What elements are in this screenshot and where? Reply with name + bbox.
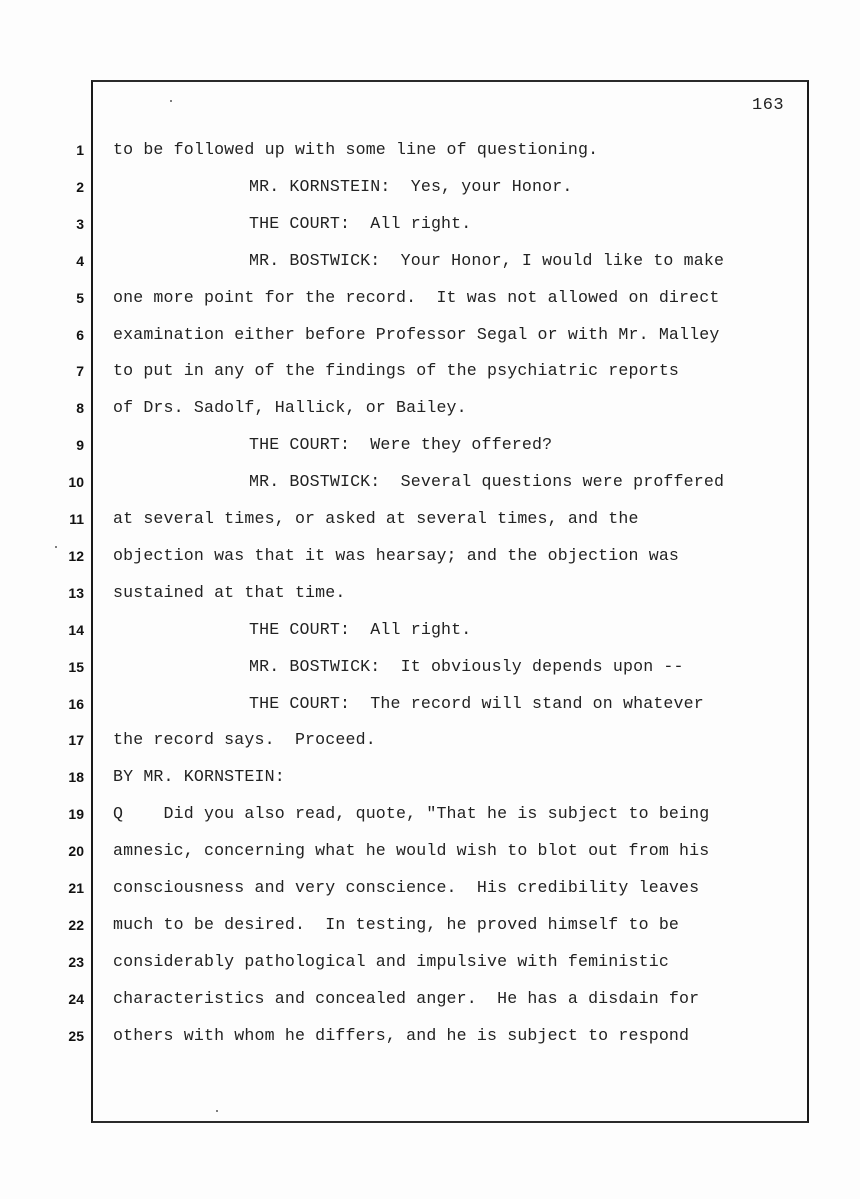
- line-number: 5: [76, 289, 84, 306]
- transcript-line: [0, 140, 860, 170]
- line-text: MR. BOSTWICK: Several questions were proffered: [249, 472, 725, 492]
- line-number: 23: [68, 953, 84, 970]
- line-text: MR. BOSTWICK: It obviously depends upon --: [249, 656, 684, 676]
- page-number: 163: [752, 96, 785, 115]
- line-number: 15: [68, 658, 84, 675]
- line-number: 10: [68, 474, 84, 491]
- line-number: 18: [68, 769, 84, 786]
- transcript-line: [0, 435, 860, 465]
- line-number: 16: [68, 695, 84, 712]
- line-number: 6: [76, 326, 84, 343]
- line-text: consciousness and very conscience. His credibility leaves: [113, 878, 700, 897]
- line-text: to be followed up with some line of questioning.: [113, 140, 599, 159]
- line-number: 21: [68, 880, 84, 896]
- transcript-line: [0, 361, 860, 391]
- line-text: objection was that it was hearsay; and the objection was: [113, 545, 680, 565]
- transcript-line: [0, 472, 860, 502]
- line-number: 1: [76, 142, 84, 158]
- transcript-line: [0, 841, 860, 871]
- line-number: 20: [68, 843, 84, 860]
- transcript-line: [0, 1026, 860, 1056]
- scan-speck: [170, 100, 172, 102]
- line-text: THE COURT: Were they offered?: [249, 435, 553, 455]
- line-text: much to be desired. In testing, he proved himself to be: [113, 914, 680, 934]
- line-text: MR. KORNSTEIN: Yes, your Honor.: [249, 176, 573, 196]
- transcript-line: [0, 214, 860, 244]
- line-number: 17: [68, 732, 84, 749]
- transcript-line: [0, 509, 860, 539]
- line-text: amnesic, concerning what he would wish to blot out from his: [113, 841, 710, 861]
- transcript-line: [0, 288, 860, 318]
- transcript-line: [0, 546, 860, 576]
- line-number: 19: [68, 806, 84, 823]
- line-number: 8: [76, 400, 84, 417]
- line-text: characteristics and concealed anger. He has a disdain for: [113, 988, 700, 1008]
- scan-speck: [55, 546, 57, 548]
- line-text: others with whom he differs, and he is subject to respond: [113, 1025, 690, 1045]
- transcript-line: [0, 694, 860, 724]
- transcript-line: [0, 398, 860, 428]
- transcript-line: [0, 325, 860, 355]
- line-text: Q Did you also read, quote, "That he is subject to being: [113, 804, 710, 824]
- transcript-line: [0, 915, 860, 945]
- line-number: 3: [76, 215, 84, 232]
- line-text: of Drs. Sadolf, Hallick, or Bailey.: [113, 398, 467, 418]
- line-text: one more point for the record. It was not allowed on direct: [113, 287, 720, 307]
- line-text: examination either before Professor Segal or with Mr. Malley: [113, 324, 720, 344]
- line-text: THE COURT: All right.: [249, 619, 472, 639]
- line-number: 12: [68, 547, 84, 564]
- transcript-line: [0, 804, 860, 834]
- transcript-line: [0, 730, 860, 760]
- transcript-line: [0, 583, 860, 613]
- line-number: 22: [68, 916, 84, 933]
- transcript-line: [0, 952, 860, 982]
- line-text: THE COURT: All right.: [249, 213, 472, 233]
- line-number: 25: [68, 1027, 84, 1044]
- line-text: BY MR. KORNSTEIN:: [113, 767, 285, 787]
- transcript-line: [0, 251, 860, 281]
- scan-speck: [216, 1110, 218, 1112]
- line-number: 13: [68, 584, 84, 601]
- transcript-line: [0, 177, 860, 207]
- line-text: sustained at that time.: [113, 582, 346, 602]
- line-number: 9: [76, 437, 84, 454]
- transcript-line: [0, 657, 860, 687]
- line-text: at several times, or asked at several times, and the: [113, 509, 639, 528]
- line-text: to put in any of the findings of the psychiatric reports: [113, 361, 680, 381]
- line-text: considerably pathological and impulsive with feministic: [113, 951, 669, 971]
- line-number: 11: [69, 511, 84, 527]
- line-text: THE COURT: The record will stand on whatever: [249, 693, 704, 713]
- line-number: 7: [76, 363, 84, 380]
- transcript-line: [0, 620, 860, 650]
- line-number: 4: [76, 252, 84, 269]
- line-number: 2: [76, 178, 84, 195]
- line-number: 14: [68, 621, 84, 638]
- line-number: 24: [68, 990, 84, 1007]
- line-text: MR. BOSTWICK: Your Honor, I would like to make: [249, 250, 725, 270]
- line-text: the record says. Proceed.: [113, 730, 376, 750]
- transcript-line: [0, 767, 860, 797]
- transcript-line: [0, 989, 860, 1019]
- transcript-line: [0, 878, 860, 908]
